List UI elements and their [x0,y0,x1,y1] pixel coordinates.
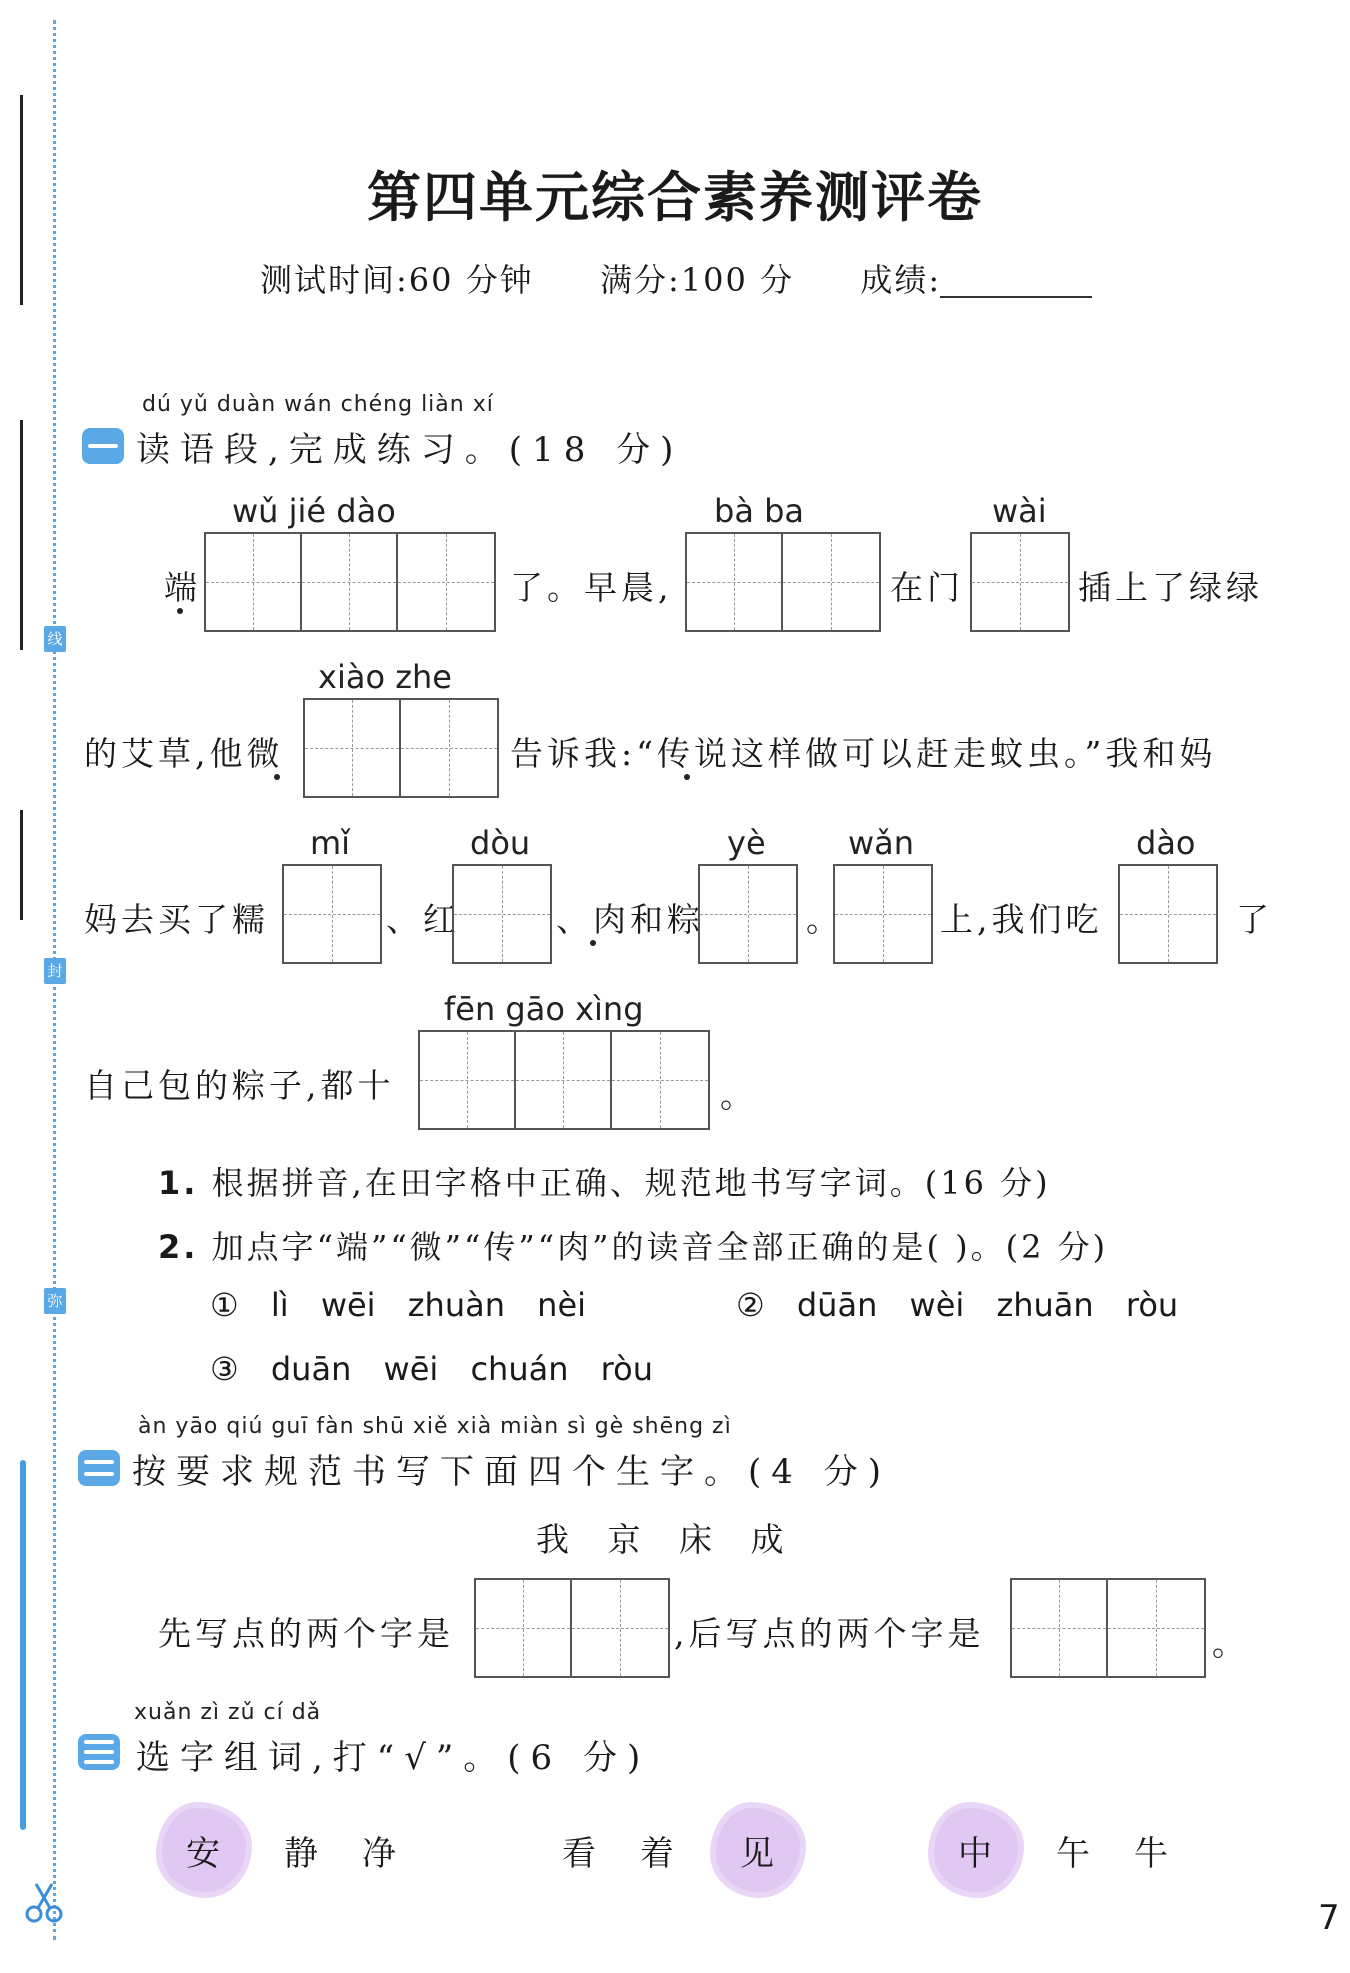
line3-pre: 妈去买了糯 [84,900,269,939]
line1-grid-3[interactable] [970,532,1070,632]
score-blank[interactable] [940,296,1092,298]
line3-mid-4: 上,我们吃 [940,900,1103,939]
line3-pinyin-2: dòu [470,824,531,862]
line2-post: 告诉我:“传说这样做可以赶走蚊虫。”我和妈 [510,734,1217,773]
line1-pre: 端 [164,568,201,607]
grid-cell[interactable] [1108,1580,1204,1676]
grid-cell[interactable] [835,866,931,962]
line3-post: 了 [1236,900,1273,939]
line4-pre: 自己包的粽子,都十 [84,1066,395,1105]
question-2 [158,1222,1108,1268]
group1-flower-char[interactable]: 安 [186,1834,220,1874]
section3-title: 选字组词,打“√”。(6 分) [136,1738,651,1778]
line1-pinyin-1: wǔ jié dào [232,492,396,530]
line3-pinyin-3: yè [727,824,766,862]
group3-option-2[interactable]: 牛 [1134,1834,1168,1874]
group3-option-1[interactable]: 午 [1056,1834,1090,1874]
question-1-num: 1. [158,1164,199,1202]
emphasis-dot-duan [177,608,183,614]
grid-cell[interactable] [284,866,380,962]
grid-cell[interactable] [1012,1580,1108,1676]
option-1[interactable]: ① lì wēi zhuàn nèi [210,1286,587,1324]
line3-pinyin-5: dào [1136,824,1196,862]
group1-option-1[interactable]: 静 [284,1834,318,1874]
group2-option-1[interactable]: 看 [562,1834,596,1874]
grid-cell[interactable] [687,534,783,630]
test-info [260,255,941,301]
grid-cell[interactable] [454,866,550,962]
question-2-num: 2. [158,1228,199,1266]
grid-cell[interactable] [1120,866,1216,962]
side-tag-mi: 弥 [44,1288,66,1314]
line1-post: 插上了绿绿 [1078,568,1263,607]
line4-pinyin-1: fēn gāo xìng [444,990,644,1028]
line1-pinyin-3: wài [992,492,1047,530]
grid-cell[interactable] [305,700,401,796]
line1-pinyin-2: bà ba [714,492,805,530]
grid-cell[interactable] [783,534,879,630]
line2-grid-1[interactable] [303,698,499,798]
line2-pre: 的艾草,他微 [84,734,284,773]
full-score-label: 满分:100 分 [600,261,795,299]
section2-pinyin: àn yāo qiú guī fàn shū xiě xià miàn sì gè shēng zì [138,1414,732,1439]
line4-grid-1[interactable] [418,1030,710,1130]
section2-grid-1[interactable] [474,1578,670,1678]
grid-cell[interactable] [972,534,1068,630]
section1-pinyin: dú yǔ duàn wán chéng liàn xí [142,392,494,417]
group2-option-2[interactable]: 着 [640,1834,674,1874]
line1-grid-1[interactable] [204,532,496,632]
line3-grid-4[interactable] [833,864,933,964]
binding-blue-bar [20,1460,26,1830]
line3-mid-1: 、红 [386,900,460,939]
line3-grid-1[interactable] [282,864,382,964]
page-number: 7 [1318,1898,1340,1938]
question-2-text: 加点字“端”“微”“传”“肉”的读音全部正确的是( )。(2 分) [211,1228,1109,1266]
section2-chars: 我 京 床 成 [536,1520,798,1559]
grid-cell[interactable] [476,1580,572,1676]
question-1-text: 根据拼音,在田字格中正确、规范地书写字词。(16 分) [211,1164,1051,1202]
line3-grid-2[interactable] [452,864,552,964]
section2-pre: 先写点的两个字是 [158,1614,454,1653]
emphasis-dot-wei [274,774,280,780]
emphasis-dot-rou [590,940,596,946]
section1-badge [82,428,124,464]
score-label: 成绩: [860,261,942,299]
section2-mid: ,后写点的两个字是 [674,1614,985,1653]
section2-post: 。 [1212,1624,1249,1663]
binding-bar-low [20,810,23,920]
emphasis-dot-chuan [684,774,690,780]
grid-cell[interactable] [401,700,497,796]
option-3[interactable]: ③ duān wēi chuán ròu [210,1350,653,1388]
grid-cell[interactable] [516,1032,612,1128]
line3-grid-5[interactable] [1118,864,1218,964]
grid-cell[interactable] [206,534,302,630]
grid-cell[interactable] [700,866,796,962]
scissors-icon [22,1880,66,1924]
binding-bar-mid [20,420,23,650]
group2-flower-char[interactable]: 见 [740,1834,774,1874]
option-2[interactable]: ② dūān wèi zhuān ròu [736,1286,1179,1324]
section2-grid-2[interactable] [1010,1578,1206,1678]
section3-pinyin: xuǎn zì zǔ cí dǎ [134,1700,322,1725]
group3-flower-char[interactable]: 中 [958,1834,992,1874]
grid-cell[interactable] [420,1032,516,1128]
section2-badge [78,1450,120,1486]
group1-option-2[interactable]: 净 [362,1834,396,1874]
grid-cell[interactable] [302,534,398,630]
section3-badge [78,1734,120,1770]
side-tag-xian: 线 [44,626,66,652]
line3-mid-3: 。 [806,900,843,939]
line2-pinyin-1: xiào zhe [318,658,452,696]
line1-mid-2: 在门 [890,568,964,607]
line3-mid-2: 、肉和粽 [556,900,704,939]
line3-pinyin-1: mǐ [310,824,351,862]
line4-post: 。 [720,1076,757,1115]
page-title: 第四单元综合素养测评卷 [367,165,983,229]
line3-grid-3[interactable] [698,864,798,964]
section2-title: 按要求规范书写下面四个生字。(4 分) [132,1452,891,1492]
time-label: 测试时间:60 分钟 [260,261,534,299]
grid-cell[interactable] [572,1580,668,1676]
line3-pinyin-4: wǎn [848,824,915,862]
side-tag-feng: 封 [44,958,66,984]
line1-grid-2[interactable] [685,532,881,632]
question-1 [158,1158,1051,1204]
section1-title: 读语段,完成练习。(18 分) [136,430,684,470]
line1-mid-1: 了。早晨, [510,568,673,607]
grid-cell[interactable] [398,534,494,630]
grid-cell[interactable] [612,1032,708,1128]
